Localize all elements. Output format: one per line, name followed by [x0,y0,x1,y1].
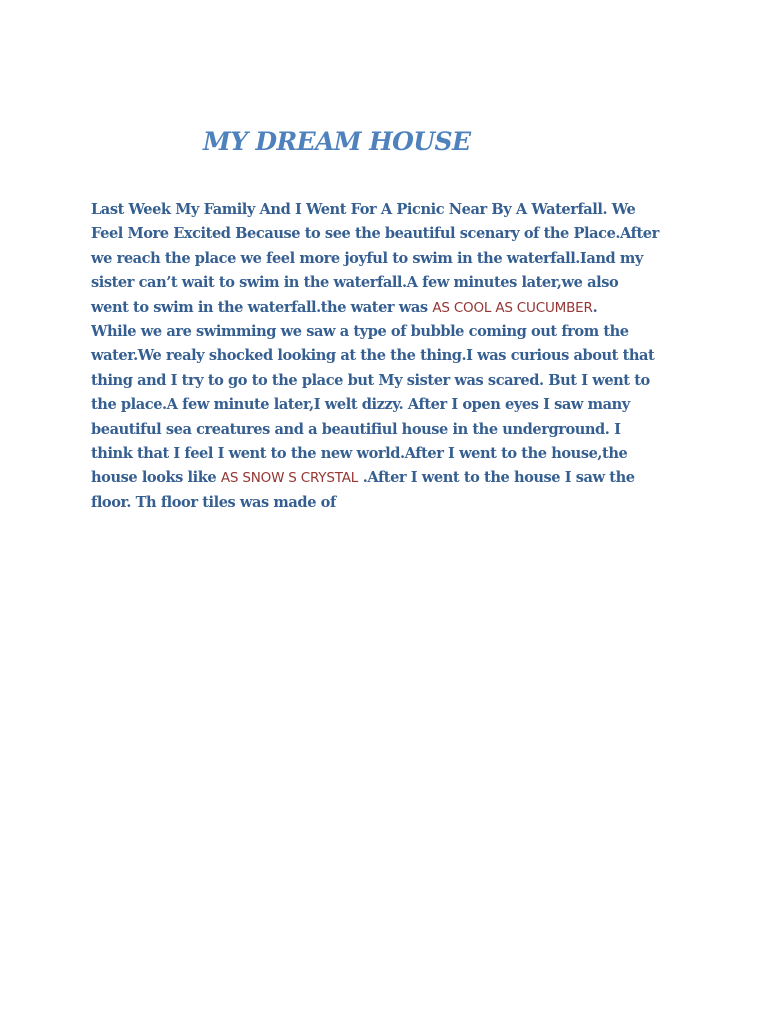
paragraph-line: the place.A few minute later,I welt dizzy. After I open eyes I saw many [91,396,630,414]
paragraph-line: water.We realy shocked looking at the the thing.I was curious about that [91,347,655,365]
paragraph-line [91,466,681,490]
line-text: house looks like [91,469,221,487]
paragraph-line: Feel More Excited Because to see the beautiful scenary of the Place.After [91,225,659,243]
line-text: went to swim in the waterfall.the water was [91,298,433,316]
line-text: .After I went to the house I saw the [358,469,635,487]
paragraph-line: floor. Th floor tiles was made of [91,493,336,511]
paragraph-line: beautiful sea creatures and a beautifiul house in the underground. I [91,420,621,438]
paragraph-line: sister can’t wait to swim in the waterfall.A few minutes later,we also [91,274,619,292]
paragraph-line: While we are swimming we saw a type of bubble coming out from the [91,322,629,340]
highlighted-simile: AS SNOW S CRYSTAL [220,470,359,487]
story-paragraph [91,198,681,515]
highlighted-simile: AS COOL AS CUCUMBER [432,299,593,316]
paragraph-line: we reach the place we feel more joyful to swim in the waterfall.Iand my [91,249,643,267]
paragraph-line: think that I feel I went to the new world.After I went to the house,the [91,444,628,462]
paragraph-line: Last Week My Family And I Went For A Picnic Near By A Waterfall. We [91,201,636,218]
document-title: MY DREAM HOUSE [203,127,471,156]
line-text: . [592,298,598,316]
paragraph-line: thing and I try to go to the place but My sister was scared. But I went to [91,371,650,389]
paragraph-line [91,296,681,320]
